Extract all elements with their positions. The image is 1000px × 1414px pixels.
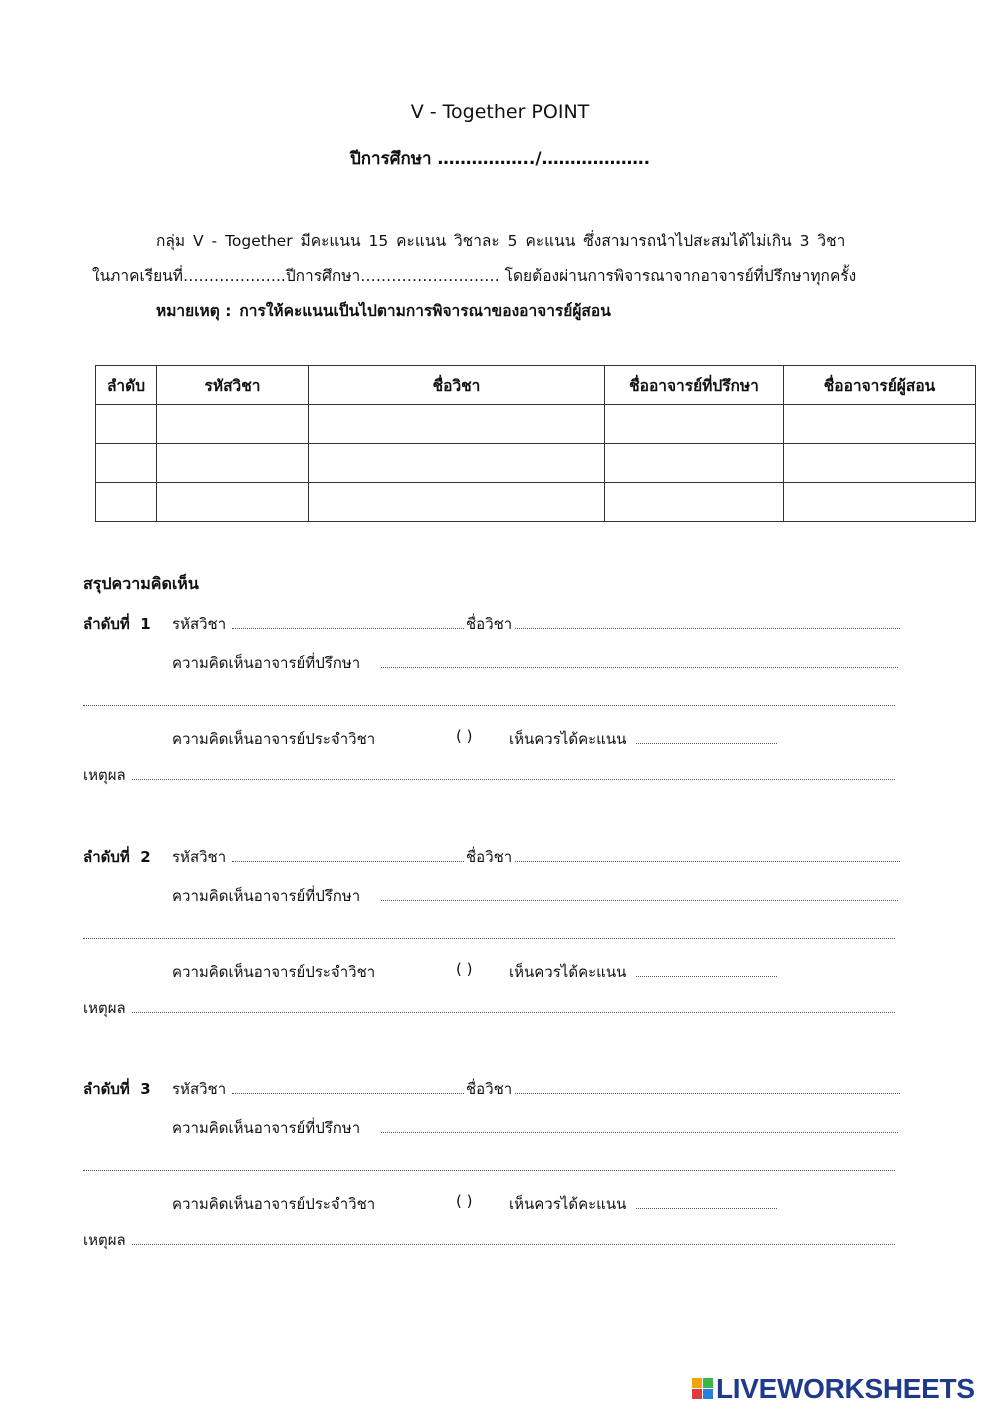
- name-label: ชื่อวิชา: [466, 1080, 513, 1098]
- teacher-opinion-label: ความคิดเห็นอาจารย์ประจำวิชา: [172, 963, 376, 981]
- table-header-row: [96, 366, 976, 405]
- name-label: ชื่อวิชา: [466, 615, 513, 633]
- table-cell[interactable]: [605, 483, 784, 522]
- header-advisor-name: ชื่ออาจารย์ที่ปรึกษา: [605, 366, 784, 405]
- table-cell[interactable]: [157, 444, 309, 483]
- advisor-opinion-field[interactable]: [381, 667, 898, 668]
- reason-field[interactable]: [132, 779, 895, 780]
- order-label: [83, 612, 151, 636]
- advisor-opinion-field-continued[interactable]: [83, 938, 895, 939]
- table-cell[interactable]: [309, 405, 605, 444]
- code-field[interactable]: [232, 1093, 464, 1094]
- order-number: 3: [140, 1080, 151, 1098]
- code-field[interactable]: [232, 861, 464, 862]
- note-label: หมายเหตุ :: [156, 302, 232, 320]
- deserve-checkbox[interactable]: ( ): [456, 960, 473, 978]
- order-label: [83, 845, 151, 869]
- reason-field[interactable]: [132, 1012, 895, 1013]
- table-cell[interactable]: [605, 405, 784, 444]
- header-subject-code: รหัสวิชา: [157, 366, 309, 405]
- intro-line-2: ในภาคเรียนที่………………..ปีการศึกษา……………………… โดยต้องผ่านการพิจารณาจากอาจารย์ที่ปรึกษาทุกครั้ง: [92, 267, 857, 285]
- intro-line-1: กลุ่ม V - Together มีคะแนน 15 คะแนน วิชาละ 5 คะแนน ซึ่งสามารถนำไปสะสมได้ไม่เกิน 3 วิชา: [156, 232, 846, 250]
- code-label: รหัสวิชา: [172, 615, 227, 633]
- name-field[interactable]: [515, 1093, 900, 1094]
- deserve-score-field[interactable]: [636, 1208, 777, 1209]
- deserve-score-label: เห็นควรได้คะแนน: [509, 730, 627, 748]
- table-row: [96, 444, 976, 483]
- table-cell[interactable]: [309, 483, 605, 522]
- advisor-opinion-label: ความคิดเห็นอาจารย์ที่ปรึกษา: [172, 654, 361, 672]
- header-subject-name: ชื่อวิชา: [309, 366, 605, 405]
- reason-field[interactable]: [132, 1244, 895, 1245]
- order-label-text: ลำดับที่: [83, 615, 130, 633]
- order-label-text: ลำดับที่: [83, 848, 130, 866]
- order-label-text: ลำดับที่: [83, 1080, 130, 1098]
- table-cell[interactable]: [309, 444, 605, 483]
- teacher-opinion-label: ความคิดเห็นอาจารย์ประจำวิชา: [172, 730, 376, 748]
- deserve-checkbox[interactable]: ( ): [456, 1192, 473, 1210]
- order-number: 1: [140, 615, 151, 633]
- note-text: การให้คะแนนเป็นไปตามการพิจารณาของอาจารย์ผู้สอน: [239, 302, 611, 320]
- name-label: ชื่อวิชา: [466, 848, 513, 866]
- advisor-opinion-field[interactable]: [381, 900, 898, 901]
- advisor-opinion-label: ความคิดเห็นอาจารย์ที่ปรึกษา: [172, 887, 361, 905]
- deserve-score-field[interactable]: [636, 743, 777, 744]
- order-number: 2: [140, 848, 151, 866]
- teacher-opinion-label: ความคิดเห็นอาจารย์ประจำวิชา: [172, 1195, 376, 1213]
- code-label: รหัสวิชา: [172, 1080, 227, 1098]
- order-label: [83, 1077, 151, 1101]
- deserve-score-field[interactable]: [636, 976, 777, 977]
- table-cell[interactable]: [784, 444, 976, 483]
- advisor-opinion-label: ความคิดเห็นอาจารย์ที่ปรึกษา: [172, 1119, 361, 1137]
- table-row: [96, 405, 976, 444]
- advisor-opinion-field-continued[interactable]: [83, 1170, 895, 1171]
- table-cell[interactable]: [96, 405, 157, 444]
- reason-label: เหตุผล: [83, 999, 126, 1017]
- liveworksheets-brand[interactable]: LIVEWORKSHEETS: [716, 1373, 975, 1404]
- reason-label: เหตุผล: [83, 766, 126, 784]
- note: [156, 298, 611, 323]
- code-label: รหัสวิชา: [172, 848, 227, 866]
- header-order: ลำดับ: [96, 366, 157, 405]
- code-field[interactable]: [232, 628, 464, 629]
- liveworksheets-logo-icon: [692, 1378, 714, 1400]
- advisor-opinion-field-continued[interactable]: [83, 705, 895, 706]
- table-cell[interactable]: [157, 483, 309, 522]
- table-cell[interactable]: [157, 405, 309, 444]
- reason-label: เหตุผล: [83, 1231, 126, 1249]
- academic-year-line: ปีการศึกษา ……………../……………….: [349, 149, 651, 169]
- deserve-checkbox[interactable]: ( ): [456, 727, 473, 745]
- page-title: V - Together POINT: [410, 101, 590, 123]
- table-row: [96, 483, 976, 522]
- table-cell[interactable]: [96, 483, 157, 522]
- deserve-score-label: เห็นควรได้คะแนน: [509, 1195, 627, 1213]
- header-teacher-name: ชื่ออาจารย์ผู้สอน: [784, 366, 976, 405]
- table-cell[interactable]: [96, 444, 157, 483]
- subject-table: [95, 365, 976, 522]
- summary-heading: สรุปความคิดเห็น: [83, 574, 199, 593]
- name-field[interactable]: [515, 628, 900, 629]
- table-cell[interactable]: [784, 405, 976, 444]
- advisor-opinion-field[interactable]: [381, 1132, 898, 1133]
- deserve-score-label: เห็นควรได้คะแนน: [509, 963, 627, 981]
- name-field[interactable]: [515, 861, 900, 862]
- table-cell[interactable]: [605, 444, 784, 483]
- table-cell[interactable]: [784, 483, 976, 522]
